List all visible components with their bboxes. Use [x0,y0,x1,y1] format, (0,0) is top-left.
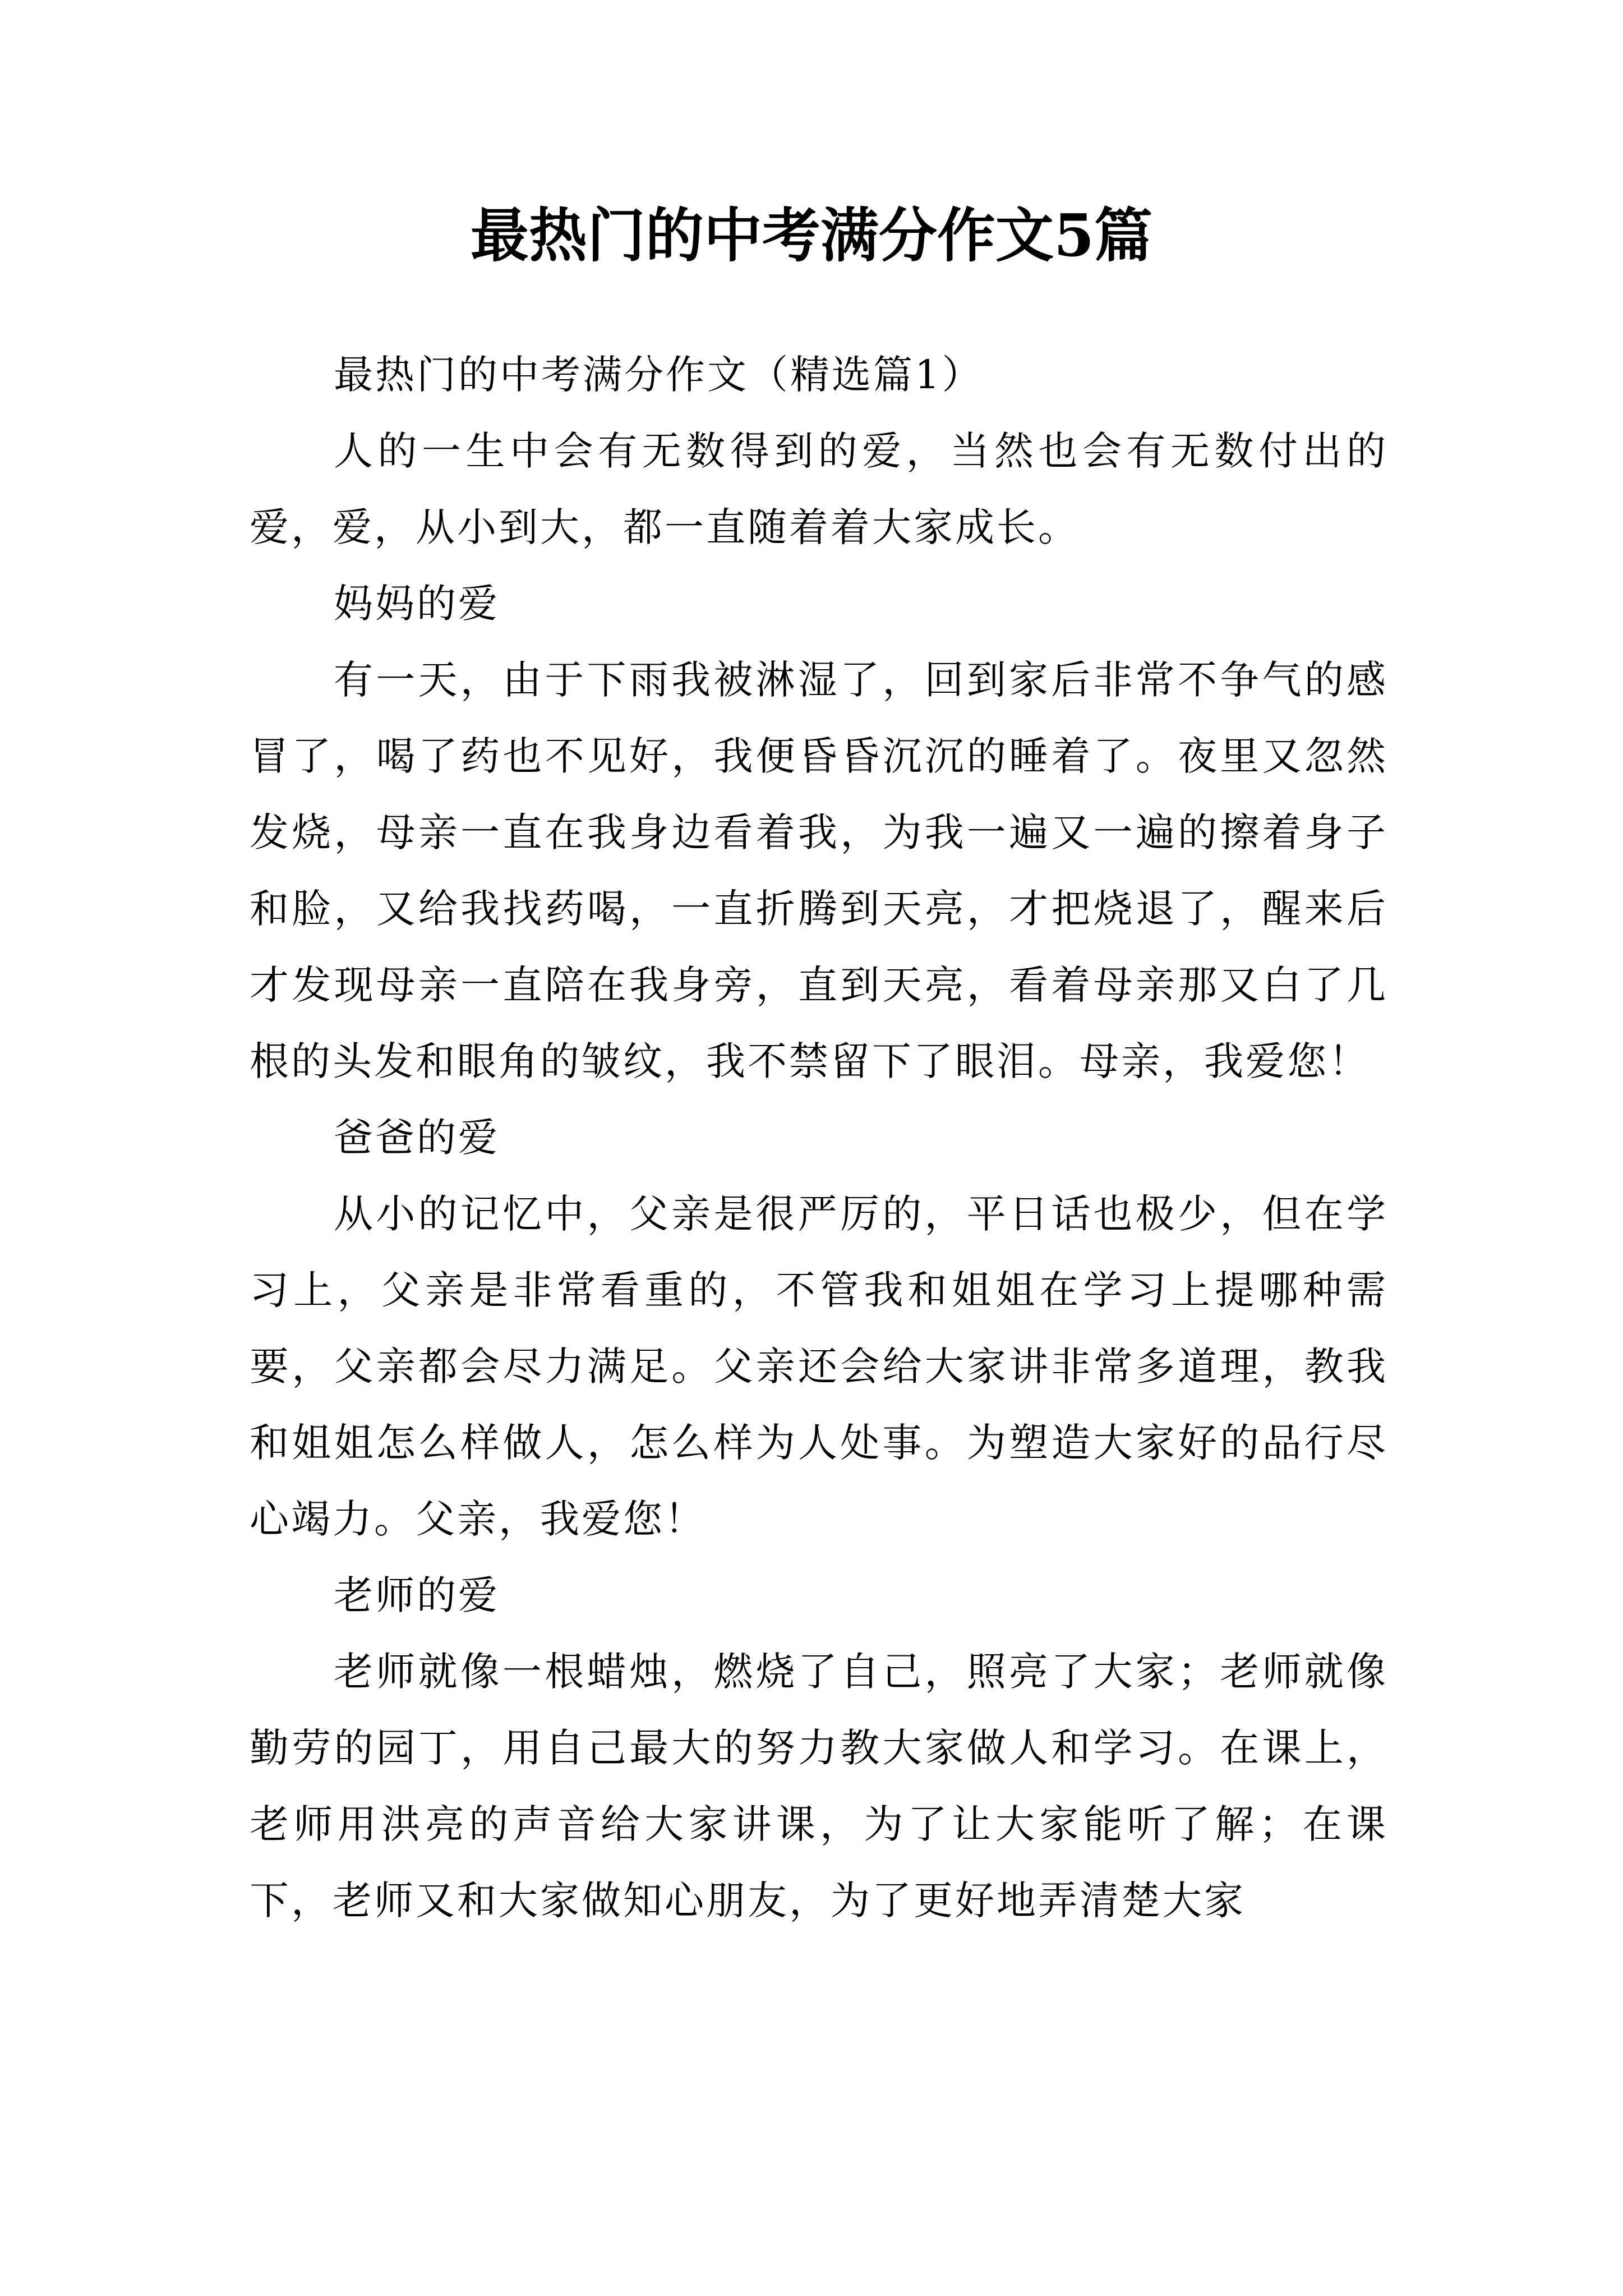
paragraph-mother: 有一天，由于下雨我被淋湿了，回到家后非常不争气的感冒了，喝了药也不见好，我便昏昏沉沉的睡着了。夜里又忽然发烧，母亲一直在我身边看着我，为我一遍又一遍的擦着身子和脸，又给我找药喝，一直折腾到天亮，才把烧退了，醒来后才发现母亲一直陪在我身旁，直到天亮，看着母亲那又白了几根的头发和眼角的皱纹，我不禁留下了眼泪。母亲，我爱您！ [250,657,1388,1084]
document-title: 最热门的中考满分作文5篇 [470,201,1153,270]
section-heading-teacher: 老师的爱 [334,1572,500,1618]
paragraph-father: 从小的记忆中，父亲是很严厉的，平日话也极少，但在学习上，父亲是非常看重的，不管我和姐姐在学习上提哪种需要，父亲都会尽力满足。父亲还会给大家讲非常多道理，教我和姐姐怎么样做人，怎么样为人处事。为塑造大家好的品行尽心竭力。父亲，我爱您！ [250,1191,1388,1542]
paragraph-teacher: 老师就像一根蜡烛，燃烧了自己，照亮了大家；老师就像勤劳的园丁，用自己最大的努力教大家做人和学习。在课上，老师用洪亮的声音给大家讲课，为了让大家能听了解；在课下，老师又和大家做知心朋友，为了更好地弄清楚大家 [250,1649,1388,1924]
document-body [250,337,1388,1939]
section-heading-father: 爸爸的爱 [334,1115,500,1161]
paragraph-intro: 人的一生中会有无数得到的爱，当然也会有无数付出的爱，爱，从小到大，都一直随着着大家成长。 [250,428,1388,550]
section-heading-essay-1: 最热门的中考满分作文（精选篇1） [334,352,984,398]
section-heading-mother: 妈妈的爱 [334,581,500,627]
